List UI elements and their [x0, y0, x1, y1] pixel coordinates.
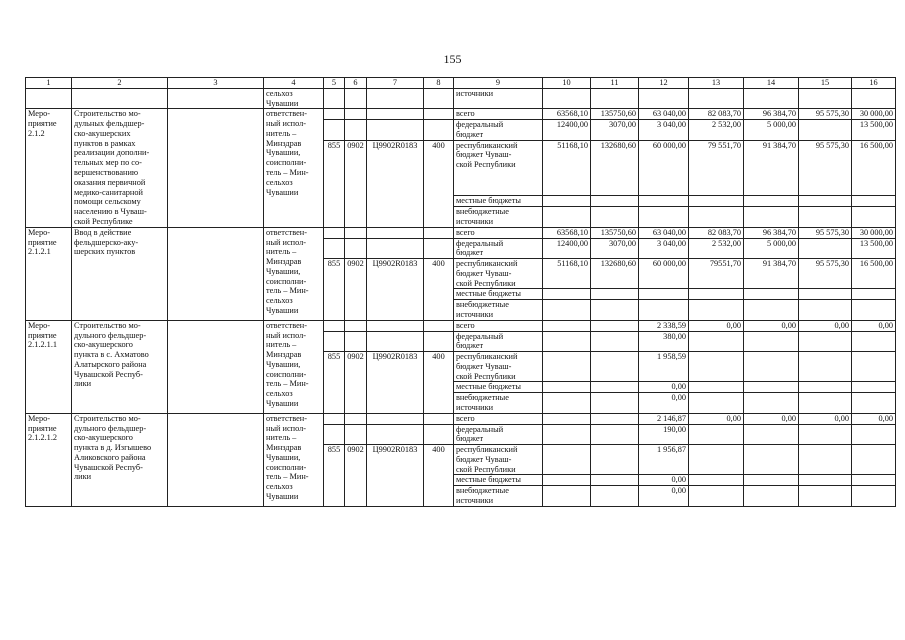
- code-target: Ц9902R0183: [367, 140, 424, 227]
- amount-cell: [689, 207, 744, 228]
- code-empty: [324, 413, 345, 424]
- amount-cell: [799, 475, 852, 486]
- amount-cell: 132680,60: [591, 140, 639, 196]
- amount-cell: 0,00: [799, 320, 852, 331]
- amount-cell: 1 958,59: [639, 352, 689, 382]
- code-expense-type: 400: [424, 352, 454, 414]
- table-row: [26, 413, 896, 424]
- amount-cell: [852, 393, 896, 414]
- amount-cell: [852, 207, 896, 228]
- amount-cell: [591, 413, 639, 424]
- code-empty: [345, 120, 367, 141]
- amount-cell: [639, 300, 689, 321]
- amount-cell: 5 000,00: [744, 120, 799, 141]
- funding-source: всего: [454, 227, 543, 238]
- code-empty: [345, 109, 367, 120]
- activity-spacer: [168, 109, 264, 227]
- amount-cell: [744, 289, 799, 300]
- code-empty: [367, 424, 424, 445]
- amount-cell: [852, 382, 896, 393]
- amount-cell: 132680,60: [591, 259, 639, 289]
- amount-cell: 13 500,00: [852, 238, 896, 259]
- amount-cell: [799, 382, 852, 393]
- activity-name: Меро- приятие 2.1.2.1.1: [26, 320, 72, 413]
- code-empty: [345, 413, 367, 424]
- amount-cell: 63 040,00: [639, 227, 689, 238]
- header-cell: 13: [689, 78, 744, 89]
- activity-spacer: [168, 320, 264, 413]
- continued-responsible: сельхоз Чувашии: [264, 88, 324, 109]
- amount-cell: 91 384,70: [744, 140, 799, 196]
- funding-source: всего: [454, 109, 543, 120]
- amount-cell: 63568,10: [543, 109, 591, 120]
- amount-cell: [689, 393, 744, 414]
- amount-cell: [591, 289, 639, 300]
- amount-cell: [799, 120, 852, 141]
- amount-cell: 16 500,00: [852, 259, 896, 289]
- amount-cell: 91 384,70: [744, 259, 799, 289]
- amount-cell: 2 146,87: [639, 413, 689, 424]
- amount-cell: 135750,60: [591, 227, 639, 238]
- amount-cell: 3 040,00: [639, 238, 689, 259]
- continuation-row: [26, 88, 896, 109]
- header-cell: 4: [264, 78, 324, 89]
- page-number: 155: [443, 52, 462, 66]
- funding-source: местные бюджеты: [454, 382, 543, 393]
- amount-cell: 0,00: [744, 320, 799, 331]
- amount-cell: 0,00: [639, 382, 689, 393]
- amount-cell: 0,00: [689, 320, 744, 331]
- amount-cell: [543, 289, 591, 300]
- code-empty: [324, 320, 345, 331]
- amount-cell: [744, 475, 799, 486]
- code-expense-type: 400: [424, 445, 454, 507]
- header-cell: 8: [424, 78, 454, 89]
- amount-cell: [689, 352, 744, 382]
- amount-cell: 2 532,00: [689, 120, 744, 141]
- amount-cell: [543, 393, 591, 414]
- code-empty: [324, 120, 345, 141]
- amount-cell: [852, 300, 896, 321]
- amount-cell: [591, 424, 639, 445]
- amount-cell: 79551,70: [689, 259, 744, 289]
- amount-cell: 0,00: [639, 475, 689, 486]
- code-empty: [367, 238, 424, 259]
- amount-cell: 190,00: [639, 424, 689, 445]
- amount-cell: 2 338,59: [639, 320, 689, 331]
- code-expense-type: 400: [424, 140, 454, 227]
- responsible-executor: ответствен- ный испол- нитель – Минздрав Чувашии, соисполни- тель – Мин- сельхоз Чувашии: [264, 227, 324, 320]
- table-body: [26, 78, 896, 507]
- funding-source: внебюджетные источники: [454, 207, 543, 228]
- activity-title: Строительство мо- дульных фельдшер- ско-акушерских пунктов в рамках реализации дополни- тельных мер по со- вершенствованию оказания первичной медико-санитарной помощи сельскому населению в Чуваш- ской Республике: [72, 109, 168, 227]
- amount-cell: [591, 300, 639, 321]
- amount-cell: [543, 445, 591, 475]
- amount-cell: [852, 331, 896, 352]
- code-grbs: 855: [324, 352, 345, 414]
- amount-cell: [543, 207, 591, 228]
- responsible-executor: ответствен- ный испол- нитель – Минздрав Чувашии, соисполни- тель – Мин- сельхоз Чувашии: [264, 109, 324, 227]
- header-cell: 6: [345, 78, 367, 89]
- funding-source: местные бюджеты: [454, 475, 543, 486]
- funding-source: внебюджетные источники: [454, 300, 543, 321]
- amount-cell: [543, 424, 591, 445]
- amount-cell: [591, 207, 639, 228]
- amount-cell: 0,00: [744, 413, 799, 424]
- amount-cell: [543, 486, 591, 507]
- amount-cell: [543, 300, 591, 321]
- code-empty: [367, 320, 424, 331]
- amount-cell: [852, 486, 896, 507]
- amount-cell: [591, 393, 639, 414]
- continued-source: источники: [454, 88, 543, 109]
- table-row: [26, 109, 896, 120]
- amount-cell: 0,00: [852, 413, 896, 424]
- code-empty: [345, 238, 367, 259]
- code-empty: [424, 331, 454, 352]
- amount-cell: [689, 331, 744, 352]
- header-row: [26, 78, 896, 89]
- funding-source: внебюджетные источники: [454, 486, 543, 507]
- amount-cell: 82 083,70: [689, 109, 744, 120]
- activity-title: Ввод в действие фельдшерско-аку- шерских пунктов: [72, 227, 168, 320]
- amount-cell: [689, 300, 744, 321]
- code-target: Ц9902R0183: [367, 352, 424, 414]
- responsible-executor: ответствен- ный испол- нитель – Минздрав Чувашии, соисполни- тель – Мин- сельхоз Чувашии: [264, 413, 324, 506]
- code-empty: [367, 109, 424, 120]
- code-grbs: 855: [324, 140, 345, 227]
- amount-cell: [591, 486, 639, 507]
- amount-cell: 96 384,70: [744, 227, 799, 238]
- amount-cell: [852, 352, 896, 382]
- amount-cell: [591, 196, 639, 207]
- amount-cell: 3070,00: [591, 120, 639, 141]
- amount-cell: [591, 382, 639, 393]
- amount-cell: [799, 289, 852, 300]
- amount-cell: [852, 196, 896, 207]
- amount-cell: [689, 289, 744, 300]
- code-section: 0902: [345, 352, 367, 414]
- code-empty: [324, 227, 345, 238]
- funding-source: республиканский бюджет Чуваш- ской Республики: [454, 445, 543, 475]
- code-empty: [345, 424, 367, 445]
- header-cell: 16: [852, 78, 896, 89]
- code-empty: [367, 331, 424, 352]
- activity-spacer: [168, 227, 264, 320]
- amount-cell: [852, 424, 896, 445]
- amount-cell: [799, 300, 852, 321]
- code-empty: [367, 227, 424, 238]
- amount-cell: 51168,10: [543, 140, 591, 196]
- header-cell: 5: [324, 78, 345, 89]
- funding-source: всего: [454, 413, 543, 424]
- amount-cell: [543, 413, 591, 424]
- code-section: 0902: [345, 445, 367, 507]
- amount-cell: [744, 486, 799, 507]
- amount-cell: 12400,00: [543, 120, 591, 141]
- amount-cell: [799, 196, 852, 207]
- amount-cell: [543, 331, 591, 352]
- responsible-executor: ответствен- ный испол- нитель – Минздрав Чувашии, соисполни- тель – Мин- сельхоз Чувашии: [264, 320, 324, 413]
- code-empty: [424, 320, 454, 331]
- amount-cell: [591, 352, 639, 382]
- funding-source: федеральный бюджет: [454, 424, 543, 445]
- amount-cell: 95 575,30: [799, 227, 852, 238]
- code-empty: [345, 320, 367, 331]
- code-empty: [324, 238, 345, 259]
- activity-spacer: [168, 413, 264, 506]
- amount-cell: [543, 352, 591, 382]
- amount-cell: 0,00: [689, 413, 744, 424]
- code-section: 0902: [345, 140, 367, 227]
- amount-cell: 60 000,00: [639, 259, 689, 289]
- amount-cell: [543, 196, 591, 207]
- amount-cell: [852, 289, 896, 300]
- amount-cell: [799, 445, 852, 475]
- funding-source: местные бюджеты: [454, 289, 543, 300]
- amount-cell: [591, 475, 639, 486]
- amount-cell: [799, 207, 852, 228]
- amount-cell: [543, 382, 591, 393]
- amount-cell: [689, 424, 744, 445]
- amount-cell: [591, 331, 639, 352]
- amount-cell: [689, 475, 744, 486]
- code-empty: [424, 424, 454, 445]
- funding-source: внебюджетные источники: [454, 393, 543, 414]
- header-cell: 12: [639, 78, 689, 89]
- amount-cell: 30 000,00: [852, 227, 896, 238]
- amount-cell: [852, 475, 896, 486]
- funding-source: республиканский бюджет Чуваш- ской Республики: [454, 352, 543, 382]
- amount-cell: 82 083,70: [689, 227, 744, 238]
- amount-cell: [689, 486, 744, 507]
- amount-cell: 0,00: [852, 320, 896, 331]
- amount-cell: [591, 320, 639, 331]
- amount-cell: 380,00: [639, 331, 689, 352]
- code-empty: [324, 424, 345, 445]
- amount-cell: [799, 424, 852, 445]
- code-target: Ц9902R0183: [367, 445, 424, 507]
- amount-cell: [744, 445, 799, 475]
- amount-cell: [744, 352, 799, 382]
- amount-cell: [744, 196, 799, 207]
- amount-cell: [852, 445, 896, 475]
- amount-cell: 3070,00: [591, 238, 639, 259]
- funding-source: федеральный бюджет: [454, 238, 543, 259]
- amount-cell: [744, 331, 799, 352]
- amount-cell: 60 000,00: [639, 140, 689, 196]
- table-row: [26, 227, 896, 238]
- amount-cell: 0,00: [799, 413, 852, 424]
- activity-title: Строительство мо- дульного фельдшер- ско-акушерского пункта в с. Ахматово Алатырского района Чувашской Респуб- лики: [72, 320, 168, 413]
- amount-cell: [744, 207, 799, 228]
- header-cell: 3: [168, 78, 264, 89]
- amount-cell: 63 040,00: [639, 109, 689, 120]
- funding-source: местные бюджеты: [454, 196, 543, 207]
- amount-cell: 5 000,00: [744, 238, 799, 259]
- header-cell: 1: [26, 78, 72, 89]
- code-empty: [424, 109, 454, 120]
- activity-name: Меро- приятие 2.1.2: [26, 109, 72, 227]
- amount-cell: 0,00: [639, 486, 689, 507]
- activity-name: Меро- приятие 2.1.2.1.2: [26, 413, 72, 506]
- amount-cell: [799, 331, 852, 352]
- amount-cell: 96 384,70: [744, 109, 799, 120]
- code-grbs: 855: [324, 259, 345, 321]
- amount-cell: [799, 238, 852, 259]
- code-empty: [424, 238, 454, 259]
- budget-table: [25, 77, 896, 507]
- header-cell: 11: [591, 78, 639, 89]
- code-expense-type: 400: [424, 259, 454, 321]
- code-empty: [367, 413, 424, 424]
- amount-cell: 79 551,70: [689, 140, 744, 196]
- code-empty: [367, 120, 424, 141]
- amount-cell: 12400,00: [543, 238, 591, 259]
- amount-cell: 0,00: [639, 393, 689, 414]
- funding-source: республиканский бюджет Чуваш- ской Республики: [454, 140, 543, 196]
- activity-title: Строительство мо- дульного фельдшер- ско-акушерского пункта в д. Изгышево Аликовского района Чувашской Респуб- лики: [72, 413, 168, 506]
- header-cell: 15: [799, 78, 852, 89]
- header-cell: 2: [72, 78, 168, 89]
- table-row: [26, 320, 896, 331]
- code-empty: [424, 120, 454, 141]
- header-cell: 9: [454, 78, 543, 89]
- code-grbs: 855: [324, 445, 345, 507]
- code-empty: [424, 413, 454, 424]
- code-empty: [345, 331, 367, 352]
- amount-cell: [689, 196, 744, 207]
- amount-cell: [639, 196, 689, 207]
- code-empty: [324, 109, 345, 120]
- amount-cell: [744, 382, 799, 393]
- code-section: 0902: [345, 259, 367, 321]
- amount-cell: 63568,10: [543, 227, 591, 238]
- funding-source: федеральный бюджет: [454, 120, 543, 141]
- funding-source: всего: [454, 320, 543, 331]
- amount-cell: [744, 393, 799, 414]
- code-target: Ц9902R0183: [367, 259, 424, 321]
- amount-cell: [744, 300, 799, 321]
- code-empty: [345, 227, 367, 238]
- header-cell: 7: [367, 78, 424, 89]
- amount-cell: [744, 424, 799, 445]
- amount-cell: [639, 289, 689, 300]
- amount-cell: 51168,10: [543, 259, 591, 289]
- funding-source: республиканский бюджет Чуваш- ской Республики: [454, 259, 543, 289]
- amount-cell: 3 040,00: [639, 120, 689, 141]
- code-empty: [424, 227, 454, 238]
- activity-name: Меро- приятие 2.1.2.1: [26, 227, 72, 320]
- amount-cell: [543, 475, 591, 486]
- amount-cell: [591, 445, 639, 475]
- amount-cell: [543, 320, 591, 331]
- amount-cell: 1 956,87: [639, 445, 689, 475]
- header-cell: 10: [543, 78, 591, 89]
- amount-cell: [639, 207, 689, 228]
- amount-cell: [799, 486, 852, 507]
- header-cell: 14: [744, 78, 799, 89]
- funding-source: федеральный бюджет: [454, 331, 543, 352]
- amount-cell: 95 575,30: [799, 259, 852, 289]
- amount-cell: 95 575,30: [799, 140, 852, 196]
- amount-cell: [799, 393, 852, 414]
- amount-cell: 30 000,00: [852, 109, 896, 120]
- amount-cell: 135750,60: [591, 109, 639, 120]
- amount-cell: 2 532,00: [689, 238, 744, 259]
- amount-cell: 95 575,30: [799, 109, 852, 120]
- amount-cell: [799, 352, 852, 382]
- amount-cell: 13 500,00: [852, 120, 896, 141]
- amount-cell: [689, 445, 744, 475]
- code-empty: [324, 331, 345, 352]
- amount-cell: [689, 382, 744, 393]
- amount-cell: 16 500,00: [852, 140, 896, 196]
